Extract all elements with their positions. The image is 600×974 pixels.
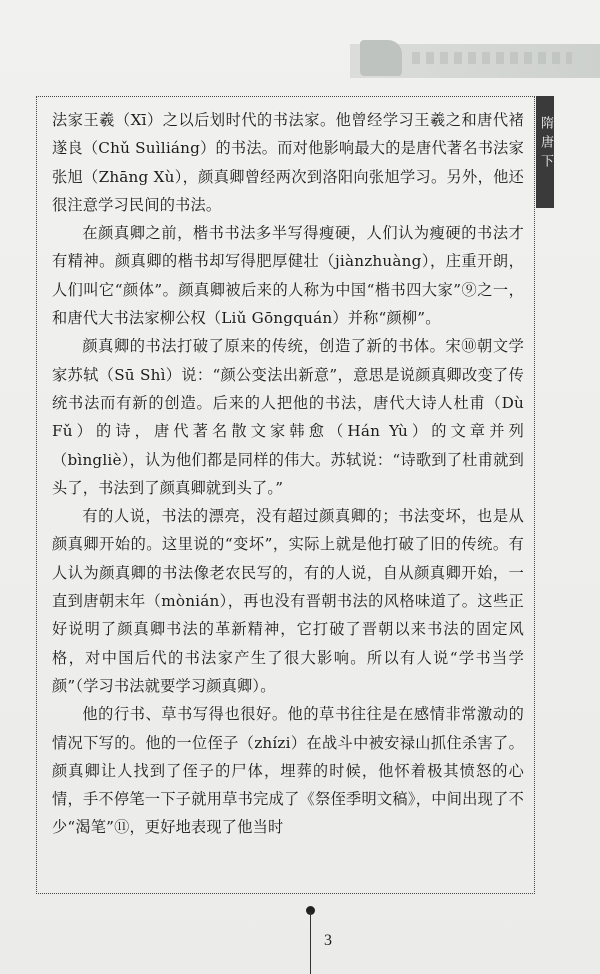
page-number-rule	[310, 912, 311, 974]
body-text	[52, 106, 524, 842]
paragraph-2: 在颜真卿之前，楷书书法多半写得瘦硬，人们认为瘦硬的书法才有精神。颜真卿的楷书却写得肥厚健壮（jiànzhuàng），庄重开朗，人们叫它“颜体”。颜真卿被后来的人称为中国“楷书四大家”⑨之一，和唐代大书法家柳公权（Liǔ Gōngquán）并称“颜柳”。	[52, 224, 524, 328]
page-number: 3	[324, 932, 332, 949]
header-emblem	[360, 40, 402, 76]
chapter-side-tab-label: 隋唐下	[538, 116, 553, 173]
paragraph-1: 法家王羲（Xī）之以后划时代的书法家。他曾经学习王羲之和唐代褚遂良（Chǔ Suìliáng）的书法。而对他影响最大的是唐代著名书法家张旭（Zhāng Xù），颜真卿曾经两次到洛阳向张旭学习。另外，他还很注意学习民间的书法。	[52, 111, 524, 214]
paragraph-3: 颜真卿的书法打破了原来的传统，创造了新的书体。宋⑩朝文学家苏轼（Sū Shì）说：“颜公变法出新意”，意思是说颜真卿改变了传统书法而有新的创造。后来的人把他的书法，唐代大诗人杜甫（Dù Fǔ）的诗，唐代著名散文家韩愈（Hán Yù）的文章并列（bìngliè），认为他们都是同样的伟大。苏轼说：“诗歌到了杜甫就到头了，书法到了颜真卿就到头了。”	[52, 337, 524, 497]
header-faint-pattern	[412, 52, 572, 64]
chapter-side-tab	[536, 96, 554, 208]
paragraph-5: 他的行书、草书写得也很好。他的草书往往是在感情非常激动的情况下写的。他的一位侄子（zhízi）在战斗中被安禄山抓住杀害了。颜真卿让人找到了侄子的尸体，埋葬的时候，他怀着极其愤怒的心情，手不停笔一下子就用草书完成了《祭侄季明文稿》，中间出现了不少“渴笔”⑪，更好地表现了他当时	[52, 705, 524, 837]
paragraph-4: 有的人说，书法的漂亮，没有超过颜真卿的；书法变坏，也是从颜真卿开始的。这里说的“变坏”，实际上就是他打破了旧的传统。有人认为颜真卿的书法像老农民写的，有的人说，自从颜真卿开始，一直到唐朝末年（mònián），再也没有晋朝书法的风格味道了。这些正好说明了颜真卿书法的革新精神，它打破了晋朝以来书法的固定风格，对中国后代的书法家产生了很大影响。所以有人说“学书当学颜”（学习书法就要学习颜真卿）。	[52, 507, 524, 695]
